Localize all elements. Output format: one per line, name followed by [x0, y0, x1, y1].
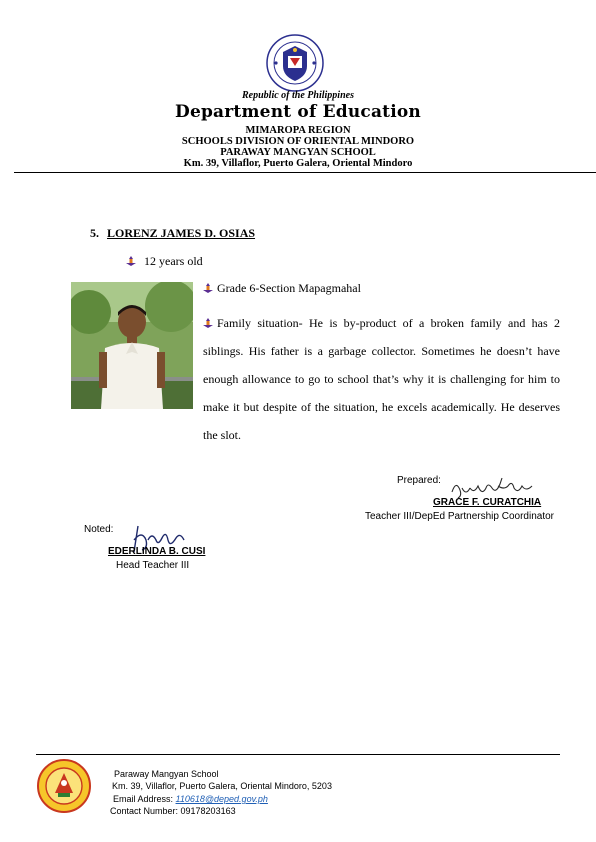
student-age: 12 years old: [144, 254, 203, 268]
footer-contact: Contact Number: 09178203163: [110, 806, 236, 816]
family-situation-text: Family situation- He is by-product of a broken family and has 2 siblings. His father is a garbage collector. Sometimes he doesn’t have enough allowance to go to school that’s why it is challenging for him to make it but despite of the situation, he excels academically. He deserves the slot.: [203, 316, 560, 442]
address-text: Km. 39, Villaflor, Puerto Galera, Oriental Mindoro: [183, 158, 413, 169]
footer-divider: [36, 754, 560, 755]
diamond-bullet-icon: [126, 255, 136, 265]
student-age-line: [126, 254, 203, 269]
department-title: Department of Education: [175, 102, 421, 122]
footer-email-line: [113, 794, 268, 804]
diamond-bullet-icon: [203, 310, 213, 320]
prepared-by-name: GRACE F. CURATCHIA: [433, 497, 542, 508]
student-family-situation: [203, 309, 560, 449]
student-heading: [90, 226, 255, 241]
noted-by-name: EDERLINDA B. CUSI: [108, 546, 206, 557]
prepared-by-title: Teacher III/DepEd Partnership Coordinator: [365, 511, 554, 522]
noted-by-title: Head Teacher III: [116, 560, 190, 571]
student-photo: [71, 282, 193, 409]
header-divider: [14, 172, 596, 173]
footer-school: Paraway Mangyan School: [114, 769, 219, 779]
republic-text: Republic of the Philippines: [242, 90, 354, 101]
diamond-bullet-icon: [203, 282, 213, 292]
footer-email-link[interactable]: 110618@deped.gov.ph: [175, 794, 268, 804]
region-text: MIMAROPA REGION: [245, 125, 351, 136]
prepared-label: Prepared:: [397, 475, 441, 486]
school-logo-icon: [37, 759, 91, 813]
noted-label: Noted:: [84, 524, 114, 535]
student-grade-line: [203, 281, 361, 296]
student-grade: Grade 6-Section Mapagmahal: [217, 281, 361, 295]
deped-seal-icon: [266, 34, 324, 92]
footer-email-label: Email Address:: [113, 794, 176, 804]
division-text: SCHOOLS DIVISION OF ORIENTAL MINDORO: [181, 136, 415, 147]
student-number: 5.: [90, 226, 99, 240]
footer-address: Km. 39, Villaflor, Puerto Galera, Oriental Mindoro, 5203: [112, 781, 332, 791]
school-text: PARAWAY MANGYAN SCHOOL: [220, 147, 376, 158]
student-name: LORENZ JAMES D. OSIAS: [107, 226, 256, 240]
